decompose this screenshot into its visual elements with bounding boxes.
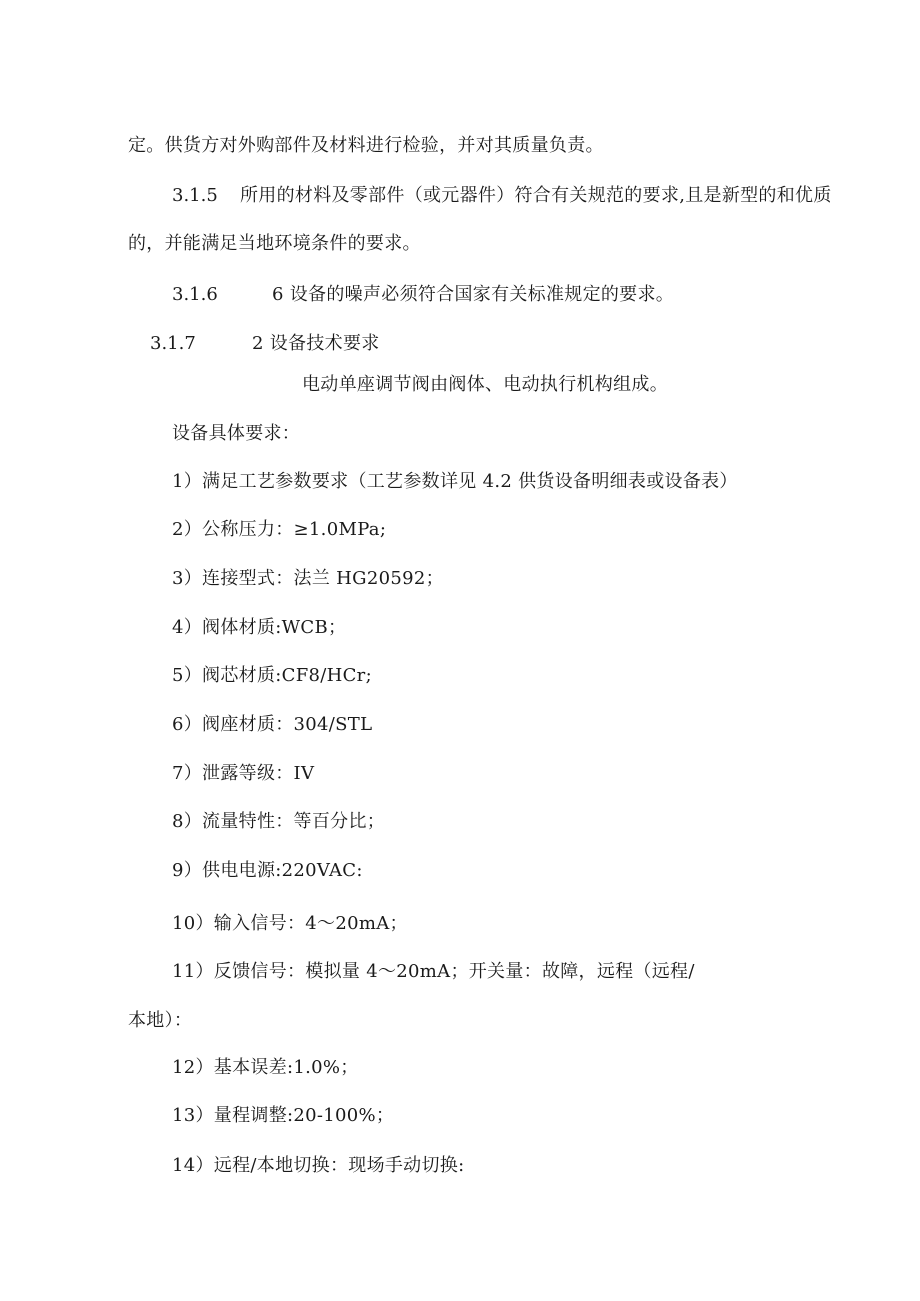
valve-intro: 电动单座调节阀由阀体、电动执行机构组成。 — [302, 374, 668, 395]
section-3-1-6-text: 6 设备的噪声必须符合国家有关标准规定的要求。 — [272, 284, 675, 305]
requirement-item-5: 5）阀芯材质:CF8/HCr; — [172, 665, 372, 686]
section-number-3-1-6: 3.1.6 — [172, 284, 218, 305]
section-3-1-7-text: 2 设备技术要求 — [252, 333, 380, 354]
requirement-item-2: 2）公称压力：≥1.0MPa; — [172, 519, 387, 540]
requirement-item-14: 14）远程/本地切换：现场手动切换: — [172, 1155, 465, 1176]
requirement-item-13: 13）量程调整:20-100%； — [172, 1105, 395, 1126]
requirement-item-6: 6）阀座材质：304/STL — [172, 714, 373, 735]
requirement-item-11: 11）反馈信号：模拟量 4～20mA；开关量：故障，远程（远程/ — [172, 961, 695, 982]
requirement-item-1: 1）满足工艺参数要求（工艺参数详见 4.2 供货设备明细表或设备表） — [172, 471, 738, 492]
section-number-3-1-5: 3.1.5 — [172, 185, 218, 206]
paragraph-continuation: 定。供货方对外购部件及材料进行检验，并对其质量负责。 — [128, 135, 604, 156]
section-3-1-5-continuation: 的，并能满足当地环境条件的要求。 — [128, 233, 421, 254]
requirement-item-12: 12）基本误差:1.0%； — [172, 1057, 359, 1078]
section-number-3-1-7: 3.1.7 — [150, 333, 196, 354]
requirement-item-9: 9）供电电源:220VAC: — [172, 860, 363, 881]
requirement-item-7: 7）泄露等级：IV — [172, 763, 315, 784]
requirements-heading: 设备具体要求： — [172, 423, 301, 444]
requirement-item-8: 8）流量特性：等百分比； — [172, 811, 386, 832]
requirement-item-3: 3）连接型式：法兰 HG20592； — [172, 568, 444, 589]
requirement-item-4: 4）阀体材质:WCB； — [172, 617, 347, 638]
requirement-item-11-continuation: 本地）： — [128, 1010, 193, 1031]
requirement-item-10: 10）输入信号：4～20mA； — [172, 913, 408, 934]
section-3-1-5-text: 所用的材料及零部件（或元器件）符合有关规范的要求,且是新型的和优质 — [240, 185, 832, 206]
